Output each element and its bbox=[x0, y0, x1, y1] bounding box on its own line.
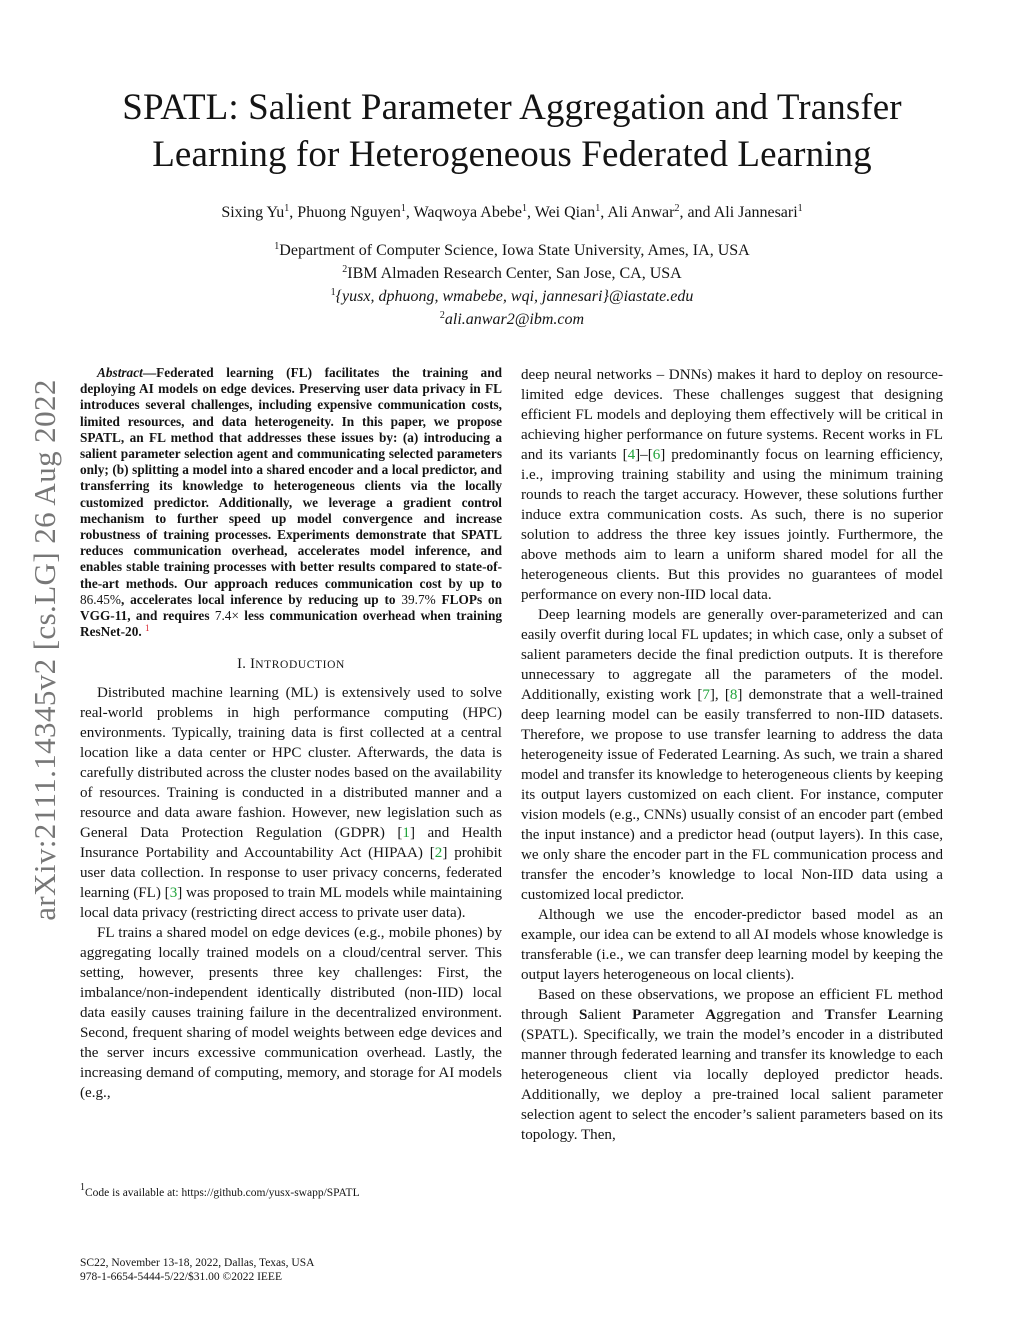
body-paragraph bbox=[80, 683, 502, 923]
author-name: Ali Anwar bbox=[607, 204, 675, 221]
email-line bbox=[60, 285, 964, 308]
affiliation-block bbox=[60, 239, 964, 331]
section-number: I. bbox=[237, 656, 247, 673]
author-affiliation-mark: 1 bbox=[400, 203, 406, 214]
paragraph-text: Distributed machine learning (ML) is extensively used to solve real-world problems in high performance computing (HPC) environments. Typically, training data is first collected at a central location like a data center or HPC cluster. Afterwards, the data is carefully distributed across the cluster nodes based on the availability of resources. Training is conducted in a distributed manner and a resource and data aware fashion. However, new legislation such as General Data Protection Regulation (GDPR) [ bbox=[80, 685, 502, 842]
affiliation-mark: 1 bbox=[274, 241, 280, 252]
paragraph-text: ] was proposed to train ML models while maintaining local data privacy (restricting direct access to private user data). bbox=[80, 885, 502, 922]
acronym-letter: T bbox=[824, 1007, 835, 1023]
abstract-text: , accelerates local inference by reducing up to bbox=[121, 591, 402, 607]
paragraph-text: ]–[ bbox=[635, 447, 653, 463]
section-heading bbox=[80, 655, 502, 674]
body-paragraph: FL trains a shared model on edge devices (e.g., mobile phones) by aggregating locally trained models on a cloud/central server. This setting, however, presents three key challenges: First, the imbalance/non-independent identically distributed (non-IID) local data easily causes training failure in the decentralized environment. Second, frequent sharing of model weights between edge devices and the server incurs excessive communication overhead. Lastly, the increasing demand of computing, memory, and storage for AI models (e.g., bbox=[80, 925, 502, 1102]
abstract-text: less communication overhead when training ResNet-20. bbox=[80, 608, 502, 640]
email-mark: 1 bbox=[330, 287, 336, 298]
email-text: ali.anwar2@ibm.com bbox=[444, 311, 585, 328]
section-title-initial: I bbox=[250, 656, 256, 673]
footnote-link[interactable]: 1 bbox=[145, 623, 150, 634]
paragraph-text: ] and Health Insurance Portability and Accountability Act (HIPAA) [ bbox=[80, 825, 502, 862]
paragraph-text: ] demonstrate that a well-trained deep learning model can be easily transferred to non-IID datasets. Therefore, we propose to use transfer learning to address the data heterogeneity issue of Federated Learning. As such, we train a shared model and transfer its knowledge to heterogeneous clients by keeping its output layers customized on each client. For instance, computer vision models (e.g., CNNs) usually consist of an encoder part (embed the input instance) and a predictor head (output layers). In this case, we only share the encoder part in the FL communication process and transfer the encoder’s knowledge to local Non-IID data using a customized local predictor. bbox=[521, 687, 943, 903]
paragraph-text: alient bbox=[587, 1007, 633, 1023]
affiliation-text: IBM Almaden Research Center, San Jose, CA, USA bbox=[347, 265, 682, 282]
paragraph-text: ] prohibit user data collection. In response to user privacy concerns, federated learning (FL) [ bbox=[80, 845, 502, 902]
author-name: Ali Jannesari bbox=[713, 204, 798, 221]
paragraph-text: ggregation and bbox=[716, 1007, 825, 1023]
affiliation-text: Department of Computer Science, Iowa State University, Ames, IA, USA bbox=[279, 242, 750, 259]
author-affiliation-mark: 1 bbox=[284, 203, 290, 214]
conference-note bbox=[80, 1256, 502, 1284]
author-name: Phuong Nguyen bbox=[297, 204, 401, 221]
abstract bbox=[80, 365, 502, 640]
right-column bbox=[521, 365, 943, 1145]
abstract-text: FLOPs on VGG-11, and requires bbox=[80, 591, 502, 624]
email-text: {yusx, dphuong, wmabebe, wqi, jannesari}@iastate.edu bbox=[335, 288, 694, 305]
author-name: Waqwoya Abebe bbox=[413, 204, 523, 221]
abstract-number: 86.45% bbox=[80, 591, 121, 607]
abstract-dash: — bbox=[142, 365, 157, 380]
title-line-1: SPATL: Salient Parameter Aggregation and Transfer bbox=[122, 87, 902, 128]
abstract-number: 39.7% bbox=[401, 591, 436, 607]
affiliation-line bbox=[60, 262, 964, 285]
citation-link[interactable]: 7 bbox=[702, 687, 710, 703]
citation-link[interactable]: 2 bbox=[434, 845, 443, 862]
paragraph-text: Based on these observations, we propose an efficient FL method through bbox=[521, 987, 943, 1023]
paper-title bbox=[60, 84, 964, 178]
arxiv-stamp: arXiv:2111.14345v2 [cs.LG] 26 Aug 2022 bbox=[27, 379, 62, 921]
author-affiliation-mark: 1 bbox=[797, 203, 803, 214]
affiliation-line bbox=[60, 239, 964, 262]
author-affiliation-mark: 1 bbox=[522, 203, 528, 214]
copyright-line: 978-1-6654-5444-5/22/$31.00 ©2022 IEEE bbox=[80, 1271, 282, 1283]
paragraph-text: ] predominantly focus on learning efficiency, i.e., improving training stability and using the minimum training rounds to reach the target accuracy. However, these solutions further induce extra communication costs. As such, there is no superior solution to address the three key issues jointly. Furthermore, the above methods aim to learn a uniform shared model for all the heterogeneous clients. But this provides no guarantees of model performance on every non-IID local data. bbox=[521, 447, 943, 603]
citation-link[interactable]: 6 bbox=[652, 447, 661, 463]
author-name: Sixing Yu bbox=[221, 204, 285, 221]
author-affiliation-mark: 1 bbox=[595, 203, 601, 214]
title-line-2: Learning for Heterogeneous Federated Learning bbox=[152, 134, 872, 175]
body-paragraph: Although we use the encoder-predictor based model as an example, our idea can be extend to all AI models whose knowledge is transferable (i.e., we can transfer deep learning model by keeping the output layers heterogeneous on local clients). bbox=[521, 907, 943, 983]
citation-link[interactable]: 1 bbox=[402, 825, 410, 842]
acronym-letter: L bbox=[887, 1007, 898, 1023]
paragraph-text: deep neural networks – DNNs) makes it hard to deploy on resource-limited edge devices. These challenges suggest that designing efficient FL models and deploying them effectively will be critical in achieving higher performance on future systems. Recent works in FL and its variants [ bbox=[521, 367, 943, 463]
author-affiliation-mark: 2 bbox=[674, 203, 680, 214]
footnote bbox=[80, 1182, 502, 1200]
paragraph-text: Deep learning models are generally over-parameterized and can easily overfit during local FL updates; in which case, only a subset of salient parameters decide the final prediction outputs. It is therefore unnecessary to aggregate all the parameters of the model. Additionally, existing work [ bbox=[521, 607, 943, 703]
abstract-number: 7.4× bbox=[214, 608, 239, 624]
affiliation-mark: 2 bbox=[342, 264, 348, 275]
email-mark: 2 bbox=[439, 310, 445, 321]
citation-link[interactable]: 4 bbox=[627, 447, 636, 463]
left-column bbox=[80, 365, 502, 1103]
acronym-letter: S bbox=[579, 1007, 588, 1023]
abstract-text: Federated learning (FL) facilitates the training and deploying AI models on edge devices. Preserving user data privacy in FL introduces several challenges, including expensive communication costs, limited resources, and data heterogeneity. In this paper, we propose SPATL, an FL method that addresses these issues by: (a) introducing a salient parameter selection agent and communicating selected parameters only; (b) splitting a model into a shared encoder and a local predictor, and transferring its knowledge to heterogeneous clients via the locally customized predictor. Additionally, we leverage a gradient control mechanism to further speed up model convergence and increase robustness of training processes. Experiments demonstrate that SPATL reduces communication overhead, accelerates model inference, and enables stable training processes with better results compared to state-of-the-art methods. Our approach reduces communication cost by up to bbox=[80, 365, 502, 591]
abstract-label: Abstract bbox=[97, 365, 143, 380]
paragraph-text: arameter bbox=[641, 1007, 706, 1023]
citation-link[interactable]: 3 bbox=[169, 885, 178, 902]
acronym-letter: P bbox=[632, 1007, 642, 1023]
author-name: Wei Qian bbox=[534, 204, 596, 221]
conference-line: SC22, November 13-18, 2022, Dallas, Texas, USA bbox=[80, 1257, 315, 1269]
body-paragraph bbox=[521, 605, 943, 905]
body-paragraph bbox=[521, 365, 943, 605]
footnote-text: Code is available at: https://github.com/yusx-swapp/SPATL bbox=[85, 1187, 360, 1199]
email-line bbox=[60, 308, 964, 331]
acronym-letter: A bbox=[705, 1007, 717, 1023]
section-title-rest: NTRODUCTION bbox=[255, 659, 345, 672]
citation-link[interactable]: 8 bbox=[729, 687, 738, 703]
author-list: Sixing Yu$^1$, Phuong Nguyen$^1$, Waqwoya Abebe$^1$, Wei Qian$^1$, Ali Anwar$^2$, and Ali Jannesari$^1$ bbox=[221, 203, 803, 221]
footnote-marker: 1 bbox=[80, 1182, 85, 1193]
author-conjunction: and bbox=[687, 204, 711, 221]
paragraph-text: ], [ bbox=[709, 687, 730, 703]
paragraph-text: ransfer bbox=[834, 1007, 888, 1023]
paragraph-text: earning (SPATL). Specifically, we train the model’s encoder in a distributed manner through federated learning and transfer its knowledge to each heterogeneous client via locally deployed predictor heads. Additionally, we deploy a pre-trained local salient parameter selection agent to select the encoder’s salient parameters based on its topology. Then, bbox=[521, 1007, 944, 1143]
body-paragraph bbox=[521, 985, 943, 1145]
